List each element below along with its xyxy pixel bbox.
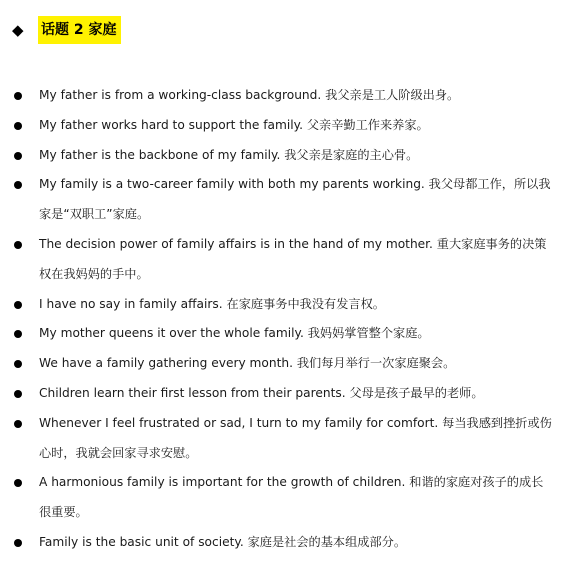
- list-item: [0, 319, 567, 349]
- sentence-line: We have a family gathering every month. 我们每月举行一次家庭聚会。: [39, 356, 456, 371]
- bullet-dot-icon: [14, 92, 22, 100]
- sentence-line: Children learn their first lesson from their parents. 父母是孩子最早的老师。: [39, 385, 484, 400]
- list-item: [0, 379, 567, 409]
- list-item: [0, 230, 567, 290]
- topic-title: 话题 2 家庭: [38, 16, 121, 44]
- list-item: [0, 141, 567, 171]
- list-item: [0, 111, 567, 141]
- sentence-list: [0, 81, 567, 558]
- list-item: [0, 81, 567, 111]
- bullet-dot-icon: [14, 360, 22, 368]
- sentence-line: My family is a two-career family with both my parents working. 我父母都工作，所以我: [39, 177, 551, 192]
- list-item: [0, 349, 567, 379]
- bullet-dot-icon: [14, 181, 22, 189]
- sentence-line-continued: 心时，我就会回家寻求安慰。: [39, 445, 198, 460]
- bullet-dot-icon: [14, 241, 22, 249]
- sentence-line: My father is the backbone of my family. 我父亲是家庭的主心骨。: [39, 147, 419, 162]
- bullet-dot-icon: [14, 420, 22, 428]
- bullet-dot-icon: [14, 152, 22, 160]
- bullet-dot-icon: [14, 390, 22, 398]
- sentence-line: I have no say in family affairs. 在家庭事务中我没有发言权。: [39, 296, 385, 311]
- bullet-dot-icon: [14, 301, 22, 309]
- topic-heading: [12, 15, 121, 45]
- bullet-dot-icon: [14, 330, 22, 338]
- sentence-line: My mother queens it over the whole family. 我妈妈掌管整个家庭。: [39, 326, 430, 341]
- list-item: [0, 528, 567, 558]
- sentence-line-continued: 很重要。: [39, 505, 88, 520]
- sentence-line-continued: 家是“双职工”家庭。: [39, 207, 150, 222]
- list-item: [0, 170, 567, 230]
- sentence-line: The decision power of family affairs is in the hand of my mother. 重大家庭事务的决策: [39, 236, 547, 251]
- sentence-line: A harmonious family is important for the growth of children. 和谐的家庭对孩子的成长: [39, 475, 544, 490]
- sentence-line: Family is the basic unit of society. 家庭是社会的基本组成部分。: [39, 534, 407, 549]
- bullet-dot-icon: [14, 479, 22, 487]
- sentence-line-continued: 权在我妈妈的手中。: [39, 266, 149, 281]
- bullet-dot-icon: [14, 539, 22, 547]
- diamond-bullet-icon: ◆: [12, 20, 24, 39]
- sentence-line: Whenever I feel frustrated or sad, I turn to my family for comfort. 每当我感到挫折或伤: [39, 415, 552, 430]
- bullet-dot-icon: [14, 122, 22, 130]
- sentence-line: My father works hard to support the family. 父亲辛勤工作来养家。: [39, 117, 429, 132]
- list-item: [0, 409, 567, 469]
- sentence-line: My father is from a working-class background. 我父亲是工人阶级出身。: [39, 88, 460, 102]
- list-item: [0, 290, 567, 320]
- list-item: [0, 468, 567, 528]
